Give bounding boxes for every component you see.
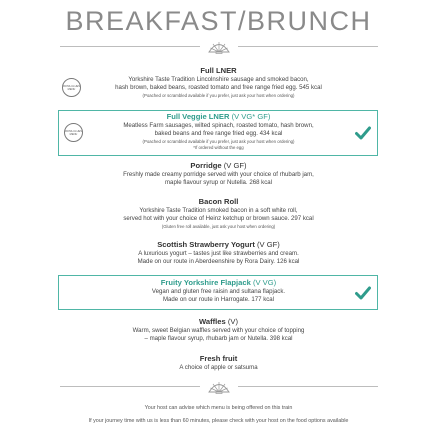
item-desc: Made on our route in Harrogate. 177 kcal bbox=[162, 296, 275, 304]
item-desc: Vegan and gluten free raisin and sultana flapjack. bbox=[151, 288, 286, 295]
top-divider bbox=[0, 40, 437, 54]
ross-clues-badge: ROSS-CLUES MENU bbox=[62, 78, 81, 97]
item-name: Waffles (V) bbox=[199, 317, 238, 326]
menu-item-fresh-fruit bbox=[0, 354, 437, 372]
item-note: (Poached or scrambled available if you prefer, just ask your host when ordering) bbox=[142, 138, 295, 144]
menu-item-bacon-roll bbox=[0, 197, 437, 230]
scallop-shell-icon bbox=[207, 40, 231, 54]
menu-item-porridge bbox=[0, 161, 437, 188]
item-desc: Yorkshire Taste Tradition smoked bacon in a soft white roll, bbox=[139, 207, 298, 214]
item-name: Porridge (V GF) bbox=[190, 161, 247, 170]
page-title: BREAKFAST/BRUNCH bbox=[65, 6, 372, 36]
item-note: (Gluten free roll available, just ask your host when ordering) bbox=[161, 223, 276, 229]
item-name: Bacon Roll bbox=[198, 197, 239, 206]
footer-journey-note: If your journey time with us is less than 60 minutes, please check with your host on the food options available bbox=[88, 418, 349, 424]
item-desc: served hot with your choice of Heinz ketchup or brown sauce. 297 kcal bbox=[123, 215, 314, 223]
item-desc: Freshly made creamy porridge served with your choice of rhubarb jam, bbox=[123, 171, 314, 178]
scallop-shell-icon bbox=[207, 380, 231, 394]
item-note: (Poached or scrambled available if you prefer, just ask your host when ordering) bbox=[142, 92, 295, 98]
item-name: Fruity Yorkshire Flapjack (V VG) bbox=[160, 278, 277, 287]
footer-host-note: Your host can advise which menu is being offered on this train bbox=[144, 405, 293, 411]
item-desc: Yorkshire Taste Tradition Lincolnshire sausage and smoked bacon, bbox=[128, 76, 309, 83]
item-desc: hash brown, baked beans, roasted tomato and free range fried egg. 545 kcal bbox=[115, 84, 322, 92]
item-desc: maple flavour syrup or Nutella. 268 kcal bbox=[164, 179, 273, 187]
menu-item-waffles bbox=[0, 317, 437, 344]
ross-clues-badge: ROSS-CLUES MENU bbox=[64, 123, 83, 142]
item-name: Full Veggie LNER (V VG* GF) bbox=[166, 112, 271, 121]
menu-item-full-veggie-lner bbox=[0, 112, 437, 151]
bottom-divider bbox=[0, 380, 437, 394]
item-desc: baked beans and free range fried egg. 434 kcal bbox=[154, 130, 283, 138]
menu-item-strawberry-yogurt bbox=[0, 240, 437, 267]
item-desc: Warm, sweet Belgian waffles served with your choice of topping bbox=[132, 327, 305, 334]
item-desc: – maple flavour syrup, rhubarb jam or Nutella. 398 kcal bbox=[144, 335, 293, 343]
item-name: Full LNER bbox=[200, 66, 237, 75]
item-name: Fresh fruit bbox=[199, 354, 238, 363]
item-name: Scottish Strawberry Yogurt (V GF) bbox=[157, 240, 280, 249]
item-desc: Made on our route in Aberdeenshire by Rora Dairy. 126 kcal bbox=[137, 258, 300, 266]
item-desc: A luxurious yogurt – tastes just like strawberries and cream. bbox=[138, 250, 299, 257]
item-note: *If ordered without the egg bbox=[193, 144, 244, 150]
item-desc: Meatless Farm sausages, wilted spinach, roasted tomato, hash brown, bbox=[123, 122, 314, 129]
menu-item-flapjack bbox=[0, 278, 437, 305]
item-desc: A choice of apple or satsuma bbox=[179, 364, 258, 371]
